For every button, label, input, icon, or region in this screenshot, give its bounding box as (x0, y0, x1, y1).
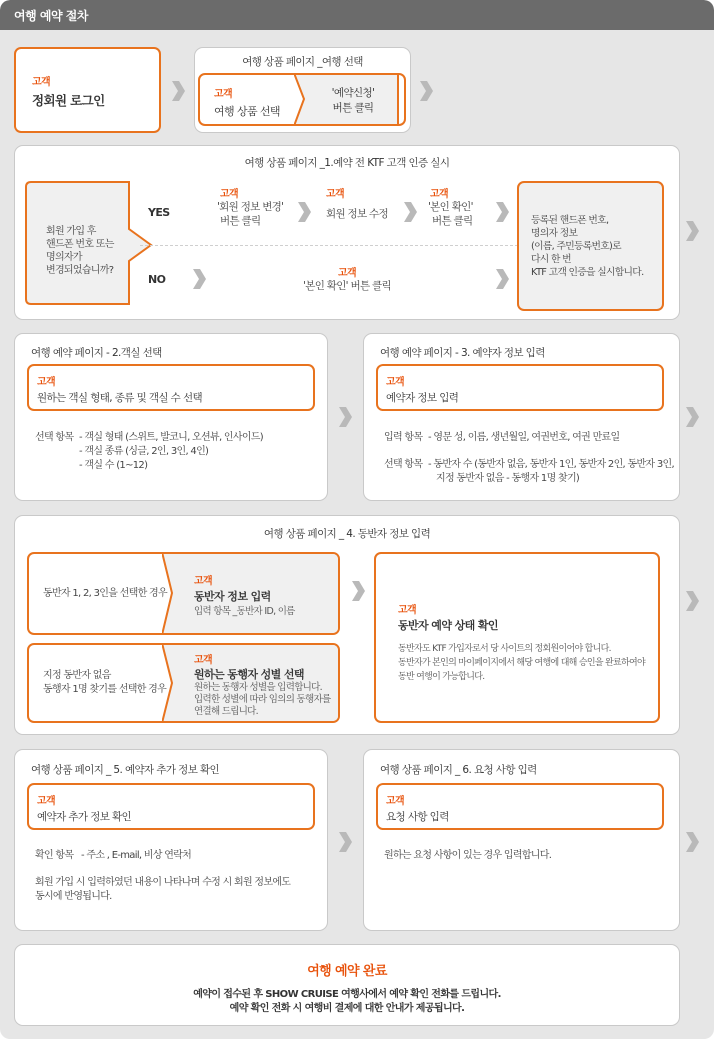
result-line1: 등록된 핸드폰 번호, (531, 215, 609, 226)
chevron-right-icon (191, 268, 207, 290)
check-items-label: 확인 항목 (35, 850, 74, 861)
chevron-right-icon (296, 201, 312, 223)
booker-info-step (376, 364, 664, 411)
request-label: 요청 사항 입력 (386, 811, 449, 823)
result-line3: (이름, 주민등록번호)로 (531, 241, 621, 252)
customer-tag: 고객 (326, 189, 345, 200)
companion-status-title: 동반자 예약 상태 확인 (398, 619, 498, 632)
case-2-line2: 동행자 1명 찾기를 선택한 경우 (43, 684, 167, 695)
request-step (376, 783, 664, 830)
request-section (363, 749, 680, 931)
room-select-label: 원하는 객실 형태, 종류 및 객실 수 선택 (37, 392, 203, 404)
room-select-section (14, 333, 328, 501)
customer-tag: 고객 (398, 605, 417, 616)
companion-status-desc-2: 동반자가 본인의 마이페이지에서 해당 여행에 대해 승인을 완료하여야 (398, 658, 645, 668)
input-items-value: - 영문 성, 이름, 생년월일, 여권번호, 여권 만료일 (428, 432, 620, 443)
customer-tag: 고객 (37, 796, 56, 807)
chevron-right-icon (494, 201, 510, 223)
question-line2: 핸드폰 번호 또는 (46, 239, 114, 250)
companion-case-2 (27, 643, 340, 723)
check-items-value: - 주소 , E-mail, 비상 연락처 (81, 850, 192, 861)
chevron-right-icon (337, 406, 353, 428)
companion-status-box (374, 552, 660, 723)
verify-line2: 버튼 클릭 (432, 215, 473, 227)
login-label: 정회원 로그인 (32, 93, 105, 108)
companion-case-1 (27, 552, 340, 635)
select-label: 여행 상품 선택 (214, 105, 280, 118)
gender-desc-2: 입력한 성별에 따라 임의의 동행자를 (194, 694, 331, 705)
section-title: 여행 상품 페이지 _1.예약 전 KTF 고객 인증 실시 (244, 157, 450, 169)
chevron-right-icon (684, 590, 700, 612)
gender-desc-3: 연결해 드립니다. (194, 706, 258, 717)
verify-line1: '본인 확인' (428, 201, 473, 213)
customer-tag: 고객 (220, 189, 239, 200)
select-items-value-1: - 동반자 수 (동반자 없음, 동반자 1인, 동반자 2인, 동반자 3인, (428, 459, 674, 470)
customer-tag: 고객 (194, 655, 213, 666)
section-title: 여행 상품 페이지 _ 6. 요청 사항 입력 (380, 764, 537, 776)
room-item-3: - 객실 수 (1~12) (79, 460, 148, 471)
extra-note-1: 회원 가입 시 입력하였던 내용이 나타나며 수정 시 회원 정보에도 (35, 877, 291, 888)
companion-status-desc-3: 동반 여행이 가능합니다. (398, 672, 485, 682)
complete-title: 여행 예약 완료 (307, 964, 387, 979)
companion-input-title: 동반자 정보 입력 (194, 590, 271, 603)
divider (140, 245, 518, 246)
extra-info-label: 예약자 추가 정보 확인 (37, 811, 132, 823)
section-title: 여행 상품 페이지 _ 4. 동반자 정보 입력 (263, 528, 431, 540)
apply-button-line2: 버튼 클릭 (332, 102, 374, 114)
chevron-right-icon (684, 831, 700, 853)
result-line2: 명의자 정보 (531, 228, 578, 239)
chevron-right-icon (494, 268, 510, 290)
customer-tag: 고객 (214, 89, 233, 100)
section-title: 여행 예약 페이지 - 2.객실 선택 (31, 347, 162, 359)
extra-note-2: 동시에 반영됩니다. (35, 891, 112, 902)
customer-tag: 고객 (194, 576, 213, 587)
complete-line2: 예약 확인 전화 시 여행비 결제에 대한 안내가 제공됩니다. (229, 1003, 465, 1014)
complete-line1: 예약이 접수된 후 SHOW CRUISE 여행사에서 예약 확인 전화를 드립니다. (193, 989, 501, 1000)
case-2-line1: 지정 동반자 없음 (43, 670, 111, 681)
gender-desc-1: 원하는 동행자 성별을 입력합니다. (194, 682, 322, 693)
no-label: NO (148, 273, 166, 286)
select-items-label: 선택 항목 (35, 432, 74, 443)
question-line4: 변경되었습니까? (46, 265, 114, 276)
question-line3: 명의자가 (46, 252, 82, 263)
customer-tag: 고객 (337, 268, 357, 279)
select-items-label: 선택 항목 (384, 459, 423, 470)
room-select-step (27, 364, 315, 411)
gender-select-title: 원하는 동행자 성별 선택 (194, 668, 304, 681)
customer-tag: 고객 (37, 377, 56, 388)
extra-info-step (27, 783, 315, 830)
result-line5: KTF 고객 인증을 실시합니다. (531, 267, 644, 278)
chevron-right-icon (350, 580, 366, 602)
trip-select-step (198, 73, 406, 126)
companion-input-desc: 입력 항목 _동반자 ID, 이름 (194, 606, 295, 617)
result-line4: 다시 한 번 (531, 254, 571, 265)
chevron-right-icon (170, 80, 186, 102)
complete-section (14, 944, 680, 1026)
extra-info-section (14, 749, 328, 931)
customer-tag: 고객 (32, 77, 51, 88)
booker-info-label: 예약자 정보 입력 (386, 392, 459, 404)
change-info-line1: '회원 정보 변경' (217, 201, 284, 213)
input-items-label: 입력 항목 (384, 432, 423, 443)
section-title: 여행 예약 페이지 - 3. 예약자 정보 입력 (380, 347, 545, 359)
case-1-label: 동반자 1, 2, 3인을 선택한 경우 (43, 588, 167, 599)
section-title: 여행 상품 페이지 _여행 선택 (242, 56, 363, 68)
chevron-right-icon (684, 220, 700, 242)
companion-status-desc-1: 동반자도 KTF 가입자로서 당 사이트의 정회원이어야 합니다. (398, 644, 611, 654)
login-step (14, 47, 161, 133)
chevron-right-icon (418, 80, 434, 102)
customer-tag: 고객 (386, 377, 405, 388)
no-verify-label: '본인 확인' 버튼 클릭 (303, 280, 391, 292)
room-item-1: - 객실 형태 (스위트, 발코니, 오션뷰, 인사이드) (79, 432, 263, 443)
question-line1: 회원 가입 후 (46, 226, 96, 237)
edit-info-label: 회원 정보 수정 (326, 208, 388, 220)
select-items-value-2: 지정 동반자 없음 - 동행자 1명 찾기) (436, 473, 580, 484)
change-info-line2: 버튼 클릭 (220, 215, 261, 227)
customer-tag: 고객 (386, 796, 405, 807)
chevron-right-icon (684, 406, 700, 428)
section-title: 여행 상품 페이지 _ 5. 예약자 추가 정보 확인 (31, 764, 220, 776)
apply-button-line1: '예약신청' (331, 87, 375, 99)
page-title: 여행 예약 절차 (0, 0, 714, 30)
booker-info-section (363, 333, 680, 501)
request-note: 원하는 요청 사항이 있는 경우 입력합니다. (384, 850, 552, 861)
room-item-2: - 객실 종류 (싱글, 2인, 3인, 4인) (79, 446, 209, 457)
chevron-right-icon (337, 831, 353, 853)
auth-result-box (517, 181, 664, 311)
customer-tag: 고객 (430, 189, 449, 200)
yes-label: YES (148, 206, 170, 219)
chevron-right-icon (402, 201, 418, 223)
